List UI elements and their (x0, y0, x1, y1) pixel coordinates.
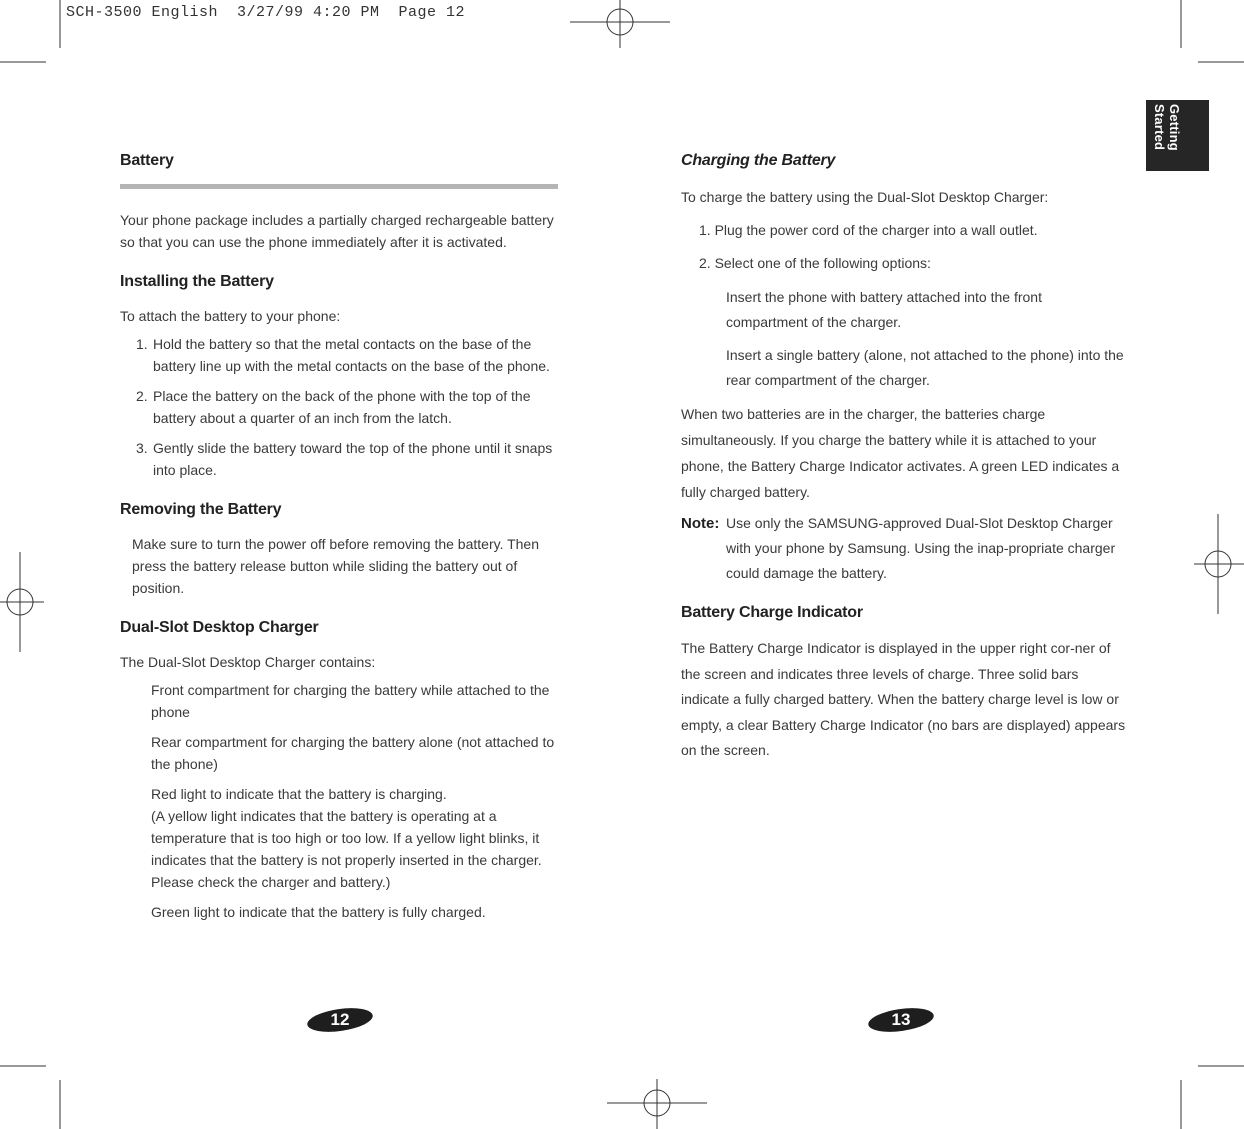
note-label: Note: (681, 515, 720, 532)
note-block (681, 511, 1126, 586)
red-light-text: Red light to indicate that the battery is charging. (151, 786, 447, 802)
charging-intro: To charge the battery using the Dual-Slot Desktop Charger: (681, 189, 1049, 205)
page-number-text: 13 (891, 1010, 911, 1029)
list-item (120, 385, 565, 429)
list-item: Insert a single battery (alone, not attached to the phone) into the rear compartment of the charger. (726, 347, 1124, 388)
list-item (120, 333, 565, 377)
step-number: 3. (136, 440, 148, 456)
installing-intro: To attach the battery to your phone: (120, 308, 341, 324)
charging-heading: Charging the Battery (681, 152, 836, 169)
list-item (120, 437, 565, 481)
page-number-right (867, 1006, 935, 1034)
section-tab (1146, 100, 1209, 171)
list-item: Front compartment for charging the battery while attached to the phone (151, 682, 550, 720)
list-item: Green light to indicate that the battery is fully charged. (151, 904, 486, 920)
left-page (120, 150, 565, 931)
removing-heading: Removing the Battery (120, 501, 282, 518)
page-number-left (306, 1006, 374, 1034)
charger-intro: The Dual-Slot Desktop Charger contains: (120, 654, 376, 670)
list-item (120, 783, 565, 893)
installing-steps (120, 333, 565, 481)
note-text: Use only the SAMSUNG-approved Dual-Slot Desktop Charger with your phone by Samsung. Using the inap-propriate charger could damage the battery. (726, 515, 1116, 581)
indicator-heading: Battery Charge Indicator (681, 604, 863, 621)
battery-heading: Battery (120, 152, 174, 169)
print-slug: SCH-3500 English 3/27/99 4:20 PM Page 12 (66, 4, 466, 21)
charging-step-2: 2. Select one of the following options: (699, 255, 931, 271)
step-text: Gently slide the battery toward the top of the phone until it snaps into place. (153, 440, 553, 478)
indicator-text: The Battery Charge Indicator is displayed in the upper right cor-ner of the screen and indicates three levels of charge. Three solid bars indicate a fully charged battery. When the battery charge level is low or empty, a clear Battery Charge Indicator (no bars are displayed) appears on the screen. (681, 640, 1126, 758)
removing-text: Make sure to turn the power off before removing the battery. Then press the battery release button while sliding the battery out of position. (132, 536, 540, 596)
list-item: Rear compartment for charging the battery alone (not attached to the phone) (151, 734, 555, 772)
step-text: Place the battery on the back of the phone with the top of the battery about a quarter of an inch from the latch. (153, 388, 531, 426)
two-batteries-text: When two batteries are in the charger, the batteries charge simultaneously. If you charge the battery while it is attached to your phone, the Battery Charge Indicator activates. A green LED indicates a fully charged battery. (681, 406, 1120, 500)
step-text: Hold the battery so that the metal contacts on the base of the battery line up with the metal contacts on the base of the phone. (153, 336, 550, 374)
installing-heading: Installing the Battery (120, 273, 274, 290)
step-number: 2. (136, 388, 148, 404)
heading-rule (120, 184, 558, 189)
page-number-text: 12 (330, 1010, 350, 1029)
right-page (681, 150, 1126, 764)
charging-step-1: 1. Plug the power cord of the charger into a wall outlet. (699, 222, 1038, 238)
battery-text: Your phone package includes a partially charged rechargeable battery so that you can use the phone immediately after it is activated. (120, 212, 554, 250)
section-tab-label: Getting Started (1152, 104, 1182, 151)
step-number: 1. (136, 336, 148, 352)
list-item: Insert the phone with battery attached into the front compartment of the charger. (726, 289, 1042, 330)
yellow-light-note: (A yellow light indicates that the battery is operating at a temperature that is too high or too low. If a yellow light blinks, it indicates that the battery is not properly inserted in the charger. Please check the charger and battery.) (151, 808, 542, 890)
charger-heading: Dual-Slot Desktop Charger (120, 619, 319, 636)
